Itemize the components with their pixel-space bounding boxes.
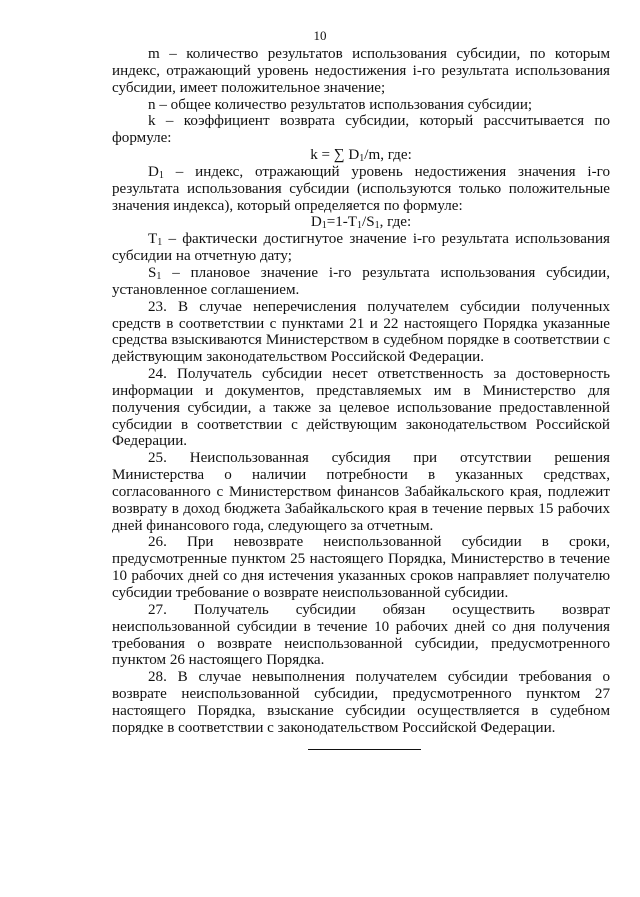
paragraph-n-definition: n – общее количество результатов использования субсидии;	[148, 96, 533, 113]
paragraph-24: 24. Получатель субсидии несет ответственность за достоверность информации и документов, представляемых им в Министерство для получения субсидии, а также за целевое использование предоставленной субсидии в соответствии с действующим законодательством Российской Федерации.	[112, 366, 610, 450]
paragraph-25: 25. Неиспользованная субсидия при отсутствии решения Министерства о наличии потребности в указанных средствах, согласованного с Министерством финансов Забайкальского края, подлежит возврату в доход бюджета Забайкальского края в течение первых 15 рабочих дней финансового года, следующего за отчетным.	[112, 450, 610, 534]
paragraph-27: 27. Получатель субсидии обязан осуществить возврат неиспользованной субсидии в течение 10 рабочих дней со дня получения требования о возврате неиспользованной субсидии, предусмотренного пунктом 26 настоящего Порядка.	[112, 601, 610, 669]
paragraph-d-definition: $D_1$ – индекс, отражающий уровень недостижения значения i-го результата использования субсидии (используются только положительные значения индекса), который определяется по формуле:	[112, 163, 610, 214]
paragraph-26: 26. При невозврате неиспользованной субсидии в сроки, предусмотренные пунктом 25 настоящего Порядка, Министерство в течение 10 рабочих дней со дня истечения указанных сроков направляет получателю субсидии требование о возврате неиспользованной субсидии.	[112, 534, 610, 601]
formula-k: k = ∑ $D_1/m$, где:	[310, 147, 412, 165]
formula-d: $D_1=1-T_1/S_1$, где:	[310, 214, 412, 232]
paragraph-23: 23. В случае неперечисления получателем субсидии полученных средств в соответствии с пунктами 21 и 22 настоящего Порядка указанные средства взыскиваются Министерством в судебном порядке в соответствии с действующим законодательством Российской Федерации.	[112, 298, 610, 366]
closing-separator-line	[308, 749, 421, 750]
paragraph-m-definition: m – количество результатов использования субсидии, по которым индекс, отражающий уровень недостижения i-го результата использования субсидии, имеет положительное значение;	[112, 46, 610, 96]
paragraph-t-definition: $T_1$ – фактически достигнутое значение i-го результата использования субсидии на отчетную дату;	[112, 231, 610, 265]
document-body	[112, 46, 610, 750]
page-number: 10	[313, 28, 327, 43]
paragraph-k-definition: k – коэффициент возврата субсидии, который рассчитывается по формуле:	[112, 113, 610, 147]
paragraph-s-definition: $S_1$ – плановое значение i-го результата использования субсидии, установленное соглашением.	[112, 264, 610, 298]
paragraph-28: 28. В случае невыполнения получателем субсидии требования о возврате неиспользованной субсидии, предусмотренного пунктом 27 настоящего Порядка, взыскание субсидии осуществляется в судебном порядке в соответствии с законодательством Российской Федерации.	[112, 669, 610, 736]
